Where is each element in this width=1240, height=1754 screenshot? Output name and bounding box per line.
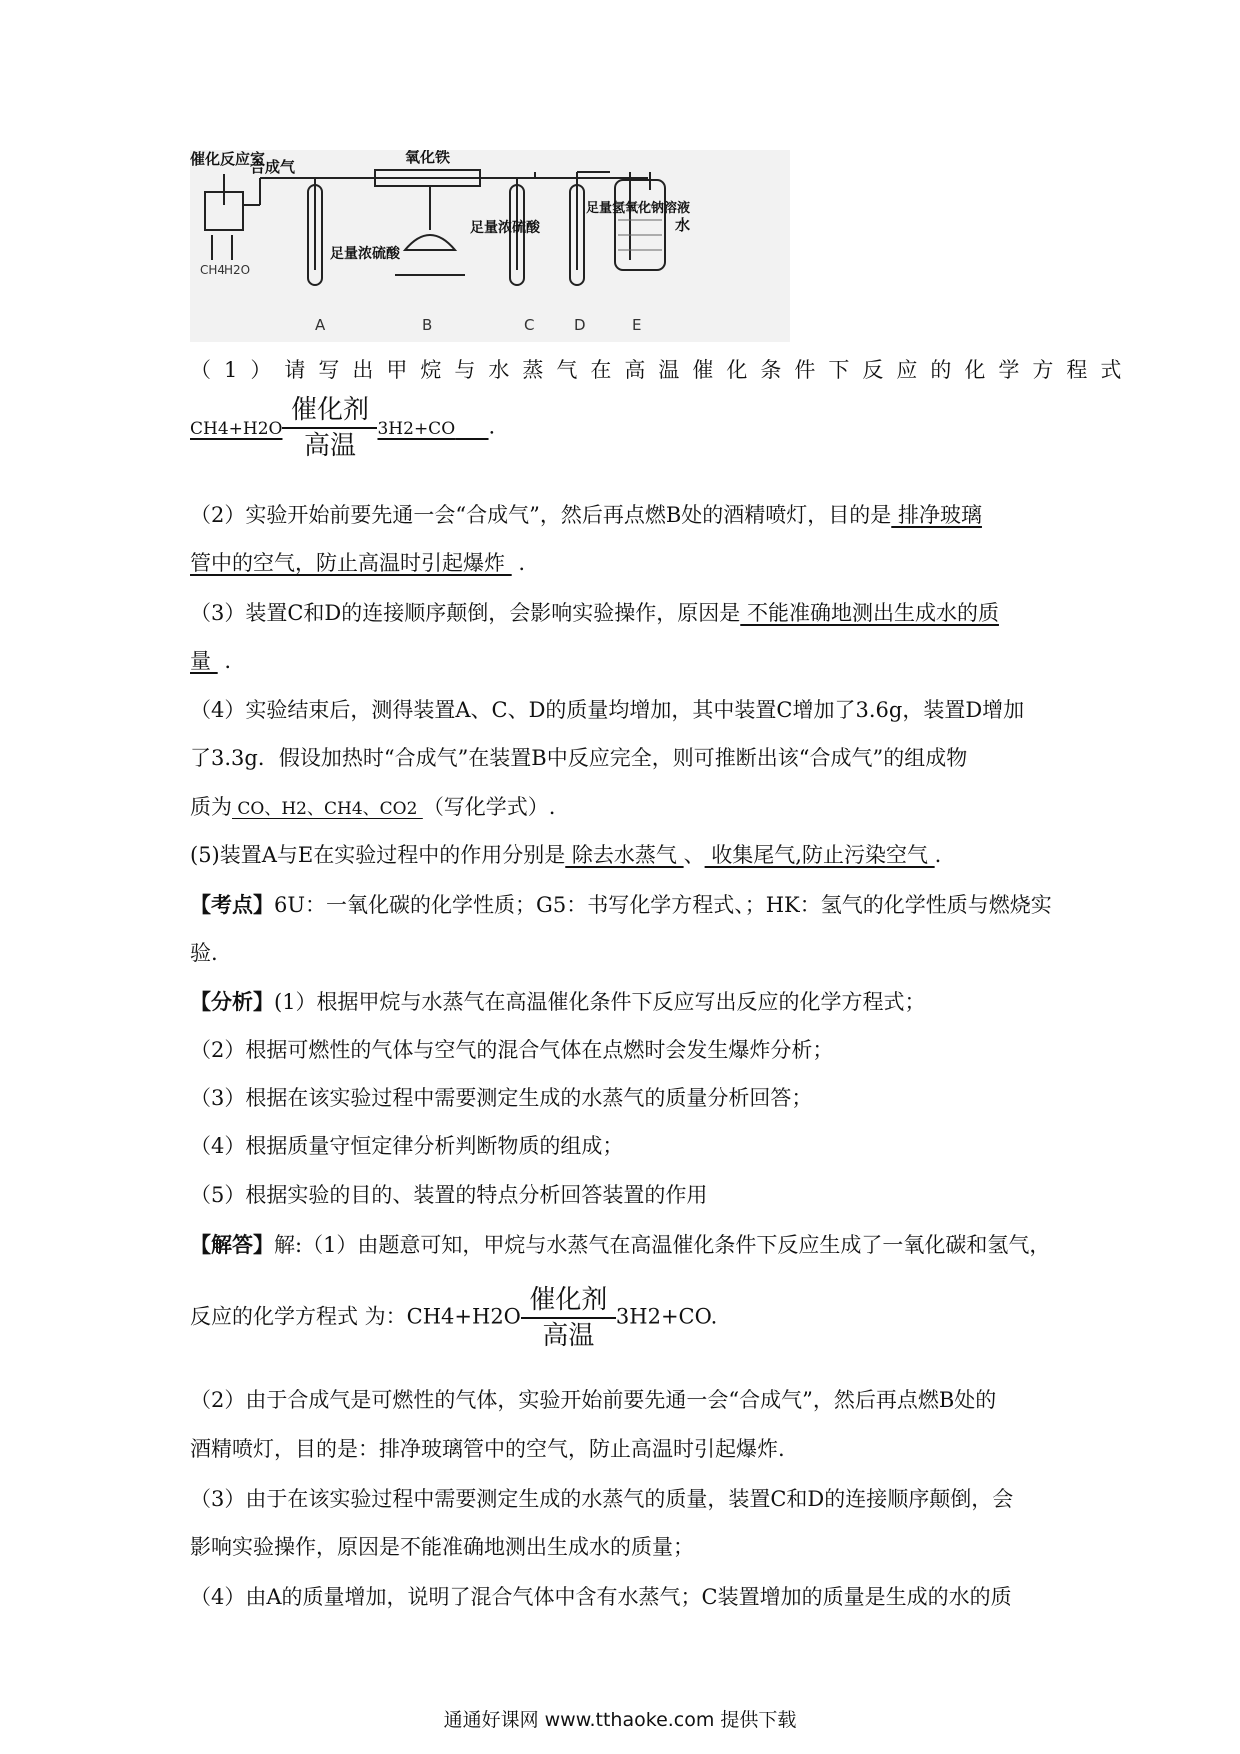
kaodian-line2	[190, 938, 1060, 968]
q1-end: .	[488, 414, 496, 439]
label-conc-h2so4-c: 足量浓硫酸	[470, 220, 540, 236]
fenxi-text-2: （2）根据可燃性的气体与空气的混合气体在点燃时会发生爆炸分析；	[190, 1038, 834, 1062]
jieda-text-7: 影响实验操作，原因是不能准确地测出生成水的质量；	[190, 1535, 694, 1559]
alcohol-burner	[405, 235, 455, 250]
apparatus-figure	[190, 150, 790, 342]
jieda-tag: 【解答】	[190, 1232, 274, 1257]
fenxi-text-4: （4）根据质量守恒定律分析判断物质的组成；	[190, 1134, 624, 1158]
fenxi-text-3: （3）根据在该实验过程中需要测定生成的水蒸气的质量分析回答；	[190, 1086, 813, 1110]
q4-text-1: （4）实验结束后，测得装置A、C、D的质量均增加，其中装置C增加了3.6g，装置D增加	[190, 698, 1025, 722]
jieda-line6	[190, 1532, 1060, 1562]
q5-end: .	[934, 843, 942, 867]
q1-eq-lhs: CH4+H2O	[190, 418, 283, 439]
label-iron-oxide: 氧化铁	[405, 150, 451, 166]
label-B: B	[422, 316, 433, 334]
q5-sep: 、	[683, 843, 705, 867]
kaodian-text-2: 验.	[190, 941, 218, 965]
q5-line	[190, 840, 1060, 870]
kaodian-line1	[190, 890, 1060, 920]
jieda-text-8: （4）由A的质量增加，说明了混合气体中含有水蒸气；C装置增加的质量是生成的水的质	[190, 1585, 1012, 1609]
q4-line3	[190, 792, 1060, 824]
q4-line2	[190, 743, 1060, 773]
label-ch4: CH4	[200, 263, 226, 277]
jieda-line1	[190, 1230, 1060, 1260]
q1-condition: 高温	[303, 431, 356, 461]
q1-equation-line	[190, 395, 1060, 465]
q2-text: （2）实验开始前要先通一会“合成气”，然后再点燃B处的酒精喷灯，目的是	[190, 503, 892, 527]
q1-eq-arrow	[282, 395, 377, 461]
label-A: A	[315, 316, 326, 334]
q3-text: （3）装置C和D的连接顺序颠倒，会影响实验操作，原因是	[190, 601, 741, 625]
q4-text-3: 质为	[190, 795, 232, 819]
q4-text-2: 了3.3g．假设加热时“合成气”在装置B中反应完全，则可推断出该“合成气”的组成物	[190, 746, 968, 770]
fenxi-line4	[190, 1131, 1060, 1161]
q4-answer: CO、H2、CH4、CO2	[232, 799, 423, 819]
jieda-text-6: （3）由于在该实验过程中需要测定生成的水蒸气的质量，装置C和D的连接顺序颠倒，会	[190, 1487, 1014, 1511]
label-D: D	[574, 316, 586, 334]
q5-text: (5)装置A与E在实验过程中的作用分别是	[190, 843, 566, 867]
q1-catalyst: 催化剂	[290, 395, 369, 425]
q1-eq-rhs: 3H2+CO	[377, 418, 456, 439]
fenxi-tag: 【分析】	[190, 989, 274, 1014]
q3-line2	[190, 646, 1060, 676]
jieda-text-2: 反应的化学方程式 为：CH4+H2O	[190, 1304, 521, 1329]
q5-answer-2: 收集尾气,防止污染空气	[704, 843, 935, 867]
fenxi-text-5: （5）根据实验的目的、装置的特点分析回答装置的作用	[190, 1183, 708, 1207]
q4-line1	[190, 695, 1060, 725]
q2-line1	[190, 500, 1060, 530]
jieda-line7	[190, 1582, 1060, 1612]
label-h2o: H2O	[224, 263, 251, 277]
q2-answer-part2: 管中的空气，防止高温时引起爆炸	[190, 551, 512, 575]
q2-answer-part1: 排净玻璃	[891, 503, 982, 527]
jieda-text-1: 解:（1）由题意可知，甲烷与水蒸气在高温催化条件下反应生成了一氧化碳和氢气，	[274, 1233, 1051, 1257]
fenxi-line5	[190, 1180, 1060, 1210]
jieda-condition: 高温	[542, 1321, 595, 1351]
jieda-text-4: （2）由于合成气是可燃性的气体，实验开始前要先通一会“合成气”，然后再点燃B处的	[190, 1388, 997, 1412]
kaodian-text-1: 6U：一氧化碳的化学性质；G5：书写化学方程式、；HK：氢气的化学性质与燃烧实	[274, 893, 1052, 917]
jieda-line5	[190, 1484, 1060, 1514]
fenxi-line2	[190, 1035, 1060, 1065]
fenxi-text-1: (1）根据甲烷与水蒸气在高温催化条件下反应写出反应的化学方程式；	[274, 990, 926, 1014]
jieda-line4	[190, 1434, 1060, 1464]
q5-answer-1: 除去水蒸气	[565, 843, 684, 867]
q1-equation	[190, 395, 489, 461]
bottle-e	[615, 180, 665, 270]
q2-end: .	[518, 551, 526, 575]
label-naoh: 足量氢氧化钠溶液	[586, 201, 691, 216]
jieda-catalyst: 催化剂	[529, 1285, 608, 1315]
q3-end: .	[224, 649, 232, 673]
label-E: E	[632, 316, 642, 334]
jieda-line3	[190, 1385, 1060, 1415]
fenxi-line1	[190, 987, 1060, 1017]
q1-line	[190, 355, 1135, 385]
label-conc-h2so4-a: 足量浓硫酸	[330, 246, 400, 262]
footer-credit: 通通好课网 www.tthaoke.com 提供下载	[443, 1709, 797, 1731]
jieda-line2	[190, 1285, 1060, 1355]
jieda-text-3: 3H2+CO.	[615, 1304, 718, 1329]
label-syngas: 合成气	[250, 158, 296, 176]
q3-answer-part1: 不能准确地测出生成水的质	[740, 601, 999, 625]
q2-line2	[190, 548, 1060, 578]
q4-text-4: （写化学式）.	[422, 795, 556, 819]
label-water: 水	[675, 216, 691, 234]
jieda-text-5: 酒精喷灯，目的是：排净玻璃管中的空气，防止高温时引起爆炸.	[190, 1437, 785, 1461]
kaodian-tag: 【考点】	[190, 892, 274, 917]
fenxi-line3	[190, 1083, 1060, 1113]
q3-answer-part2: 量	[190, 649, 218, 673]
label-catalytic-room: 催化反应室	[190, 150, 266, 168]
q3-line1	[190, 598, 1060, 628]
q1-text: （1）请写出甲烷与水蒸气在高温催化条件下反应的化学方程式	[190, 358, 1135, 382]
jieda-eq-arrow	[521, 1285, 616, 1351]
apparatus-diagram	[190, 150, 790, 342]
label-C: C	[524, 316, 535, 334]
